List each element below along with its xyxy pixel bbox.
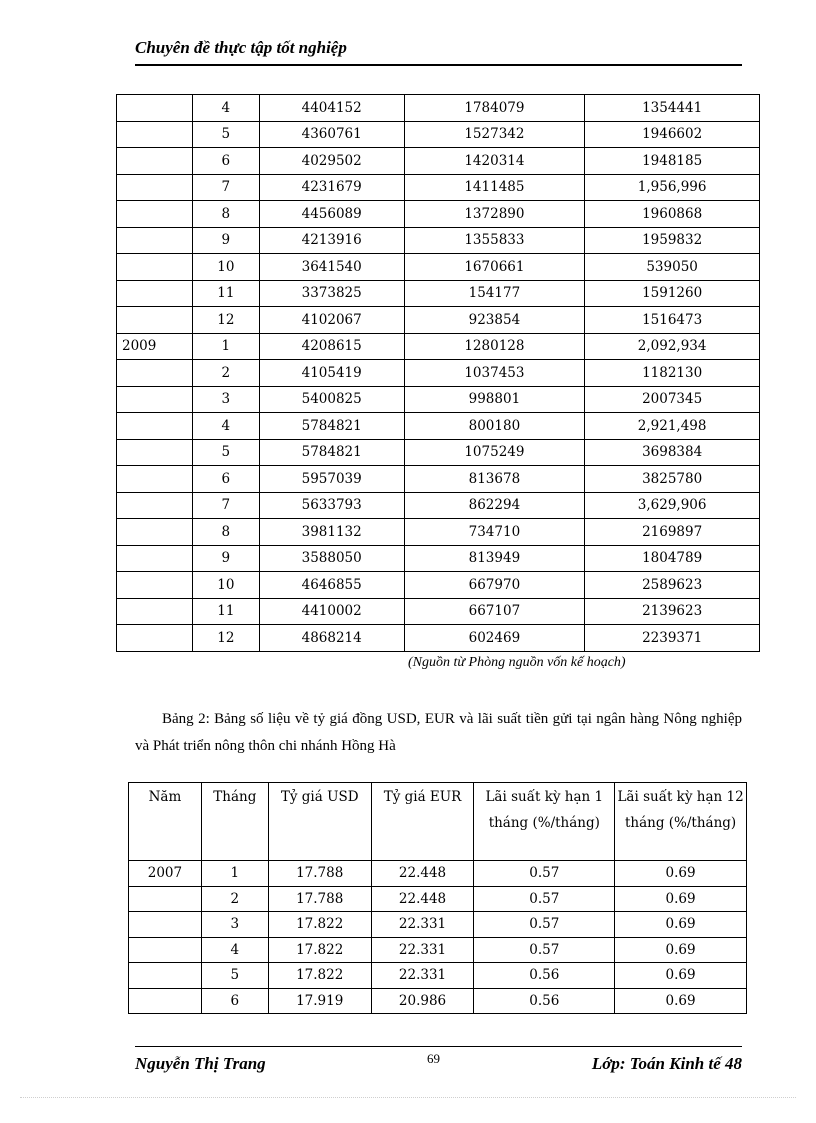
table-cell: 1804789: [585, 545, 760, 572]
table-cell: 1411485: [404, 174, 585, 201]
table-cell: [129, 937, 202, 963]
table-cell: 1037453: [404, 360, 585, 387]
table-cell: 17.822: [268, 937, 371, 963]
table-cell: [117, 227, 193, 254]
table-row: [117, 625, 760, 652]
table-cell: 5784821: [259, 439, 404, 466]
table1-source: (Nguồn từ Phòng nguồn vốn kế hoạch): [408, 655, 626, 670]
col-header: Tháng: [201, 783, 268, 861]
col-header: Tỷ giá USD: [268, 783, 371, 861]
table-cell: [117, 95, 193, 122]
table-cell: 5: [201, 963, 268, 989]
table-cell: 4: [192, 95, 259, 122]
table2-caption: Bảng 2: Bảng số liệu về tỷ giá đồng USD, EUR và lãi suất tiền gửi tại ngân hàng Nông nghiệp và Phát triển nông thôn chi nhánh Hồng Hà: [135, 711, 742, 754]
table-cell: 4: [192, 413, 259, 440]
table-cell: 17.788: [268, 861, 371, 887]
table-cell: 3373825: [259, 280, 404, 307]
table-cell: [129, 912, 202, 938]
page-bottom-divider: [20, 1097, 796, 1098]
table-row: [117, 254, 760, 281]
table-cell: 3: [192, 386, 259, 413]
footer-author: Nguyễn Thị Trang: [135, 1054, 266, 1073]
table-cell: 3,629,906: [585, 492, 760, 519]
footer-class: Lớp: Toán Kinh tế 48: [591, 1054, 742, 1073]
table-row: [129, 963, 747, 989]
table-cell: [117, 174, 193, 201]
table-cell: 6: [192, 148, 259, 175]
table-cell: 0.69: [615, 937, 747, 963]
table-cell: 0.56: [474, 988, 615, 1014]
table-cell: 2139623: [585, 598, 760, 625]
table-cell: 17.822: [268, 912, 371, 938]
table-cell: 4: [201, 937, 268, 963]
header-title: Chuyên đề thực tập tốt nghiệp: [135, 38, 347, 57]
table-cell: 3981132: [259, 519, 404, 546]
table-cell: 2589623: [585, 572, 760, 599]
table-cell: [117, 307, 193, 334]
table-cell: 800180: [404, 413, 585, 440]
table-cell: 10: [192, 254, 259, 281]
table-row: [117, 95, 760, 122]
table-cell: 3825780: [585, 466, 760, 493]
table-cell: 9: [192, 545, 259, 572]
table-cell: 4404152: [259, 95, 404, 122]
table-cell: [129, 963, 202, 989]
table-cell: 1784079: [404, 95, 585, 122]
table-cell: [129, 988, 202, 1014]
table-cell: 1: [192, 333, 259, 360]
table-row: [129, 937, 747, 963]
table-cell: [117, 280, 193, 307]
table-cell: 5957039: [259, 466, 404, 493]
table-cell: 22.331: [371, 963, 474, 989]
table-cell: 12: [192, 625, 259, 652]
table-cell: 0.57: [474, 886, 615, 912]
table-cell: 1960868: [585, 201, 760, 228]
table-row: [117, 174, 760, 201]
table-cell: 0.69: [615, 988, 747, 1014]
table-cell: 6: [201, 988, 268, 1014]
table-cell: 2,921,498: [585, 413, 760, 440]
table-cell: 5400825: [259, 386, 404, 413]
table-cell: 17.919: [268, 988, 371, 1014]
table-cell: 1075249: [404, 439, 585, 466]
table-cell: 3698384: [585, 439, 760, 466]
col-header: Năm: [129, 783, 202, 861]
table-row: [117, 307, 760, 334]
table-row: [117, 492, 760, 519]
table-cell: 8: [192, 201, 259, 228]
table-cell: 734710: [404, 519, 585, 546]
table-cell: 22.331: [371, 937, 474, 963]
table-cell: 1948185: [585, 148, 760, 175]
page-number: 69: [427, 1051, 440, 1066]
table-row: [117, 413, 760, 440]
table-cell: 12: [192, 307, 259, 334]
table-cell: 3641540: [259, 254, 404, 281]
table-cell: 3588050: [259, 545, 404, 572]
table-cell: 539050: [585, 254, 760, 281]
table-cell: 1516473: [585, 307, 760, 334]
table-cell: [117, 519, 193, 546]
table-cell: [117, 254, 193, 281]
table-cell: [117, 598, 193, 625]
page-footer: [135, 1046, 742, 1077]
table-cell: 1: [201, 861, 268, 887]
table-row: [117, 386, 760, 413]
table-cell: 813678: [404, 466, 585, 493]
col-header: Tỷ giá EUR: [371, 783, 474, 861]
table-cell: [117, 492, 193, 519]
table-cell: [117, 625, 193, 652]
table-cell: 1280128: [404, 333, 585, 360]
table-cell: 17.822: [268, 963, 371, 989]
table-cell: 22.448: [371, 861, 474, 887]
table-cell: 602469: [404, 625, 585, 652]
col-header: Lãi suất kỳ hạn 1 tháng (%/tháng): [474, 783, 615, 861]
table2-header-row: [129, 783, 747, 861]
table-cell: 4646855: [259, 572, 404, 599]
table-cell: 2007345: [585, 386, 760, 413]
table-row: [117, 519, 760, 546]
col-header: Lãi suất kỳ hạn 12 tháng (%/tháng): [615, 783, 747, 861]
table-cell: 2007: [129, 861, 202, 887]
table-cell: 2: [192, 360, 259, 387]
table-cell: 20.986: [371, 988, 474, 1014]
table-cell: 9: [192, 227, 259, 254]
table-cell: [117, 572, 193, 599]
table-cell: 1420314: [404, 148, 585, 175]
table-cell: 1372890: [404, 201, 585, 228]
table-cell: [117, 360, 193, 387]
table-cell: 2: [201, 886, 268, 912]
table-cell: [117, 439, 193, 466]
table-row: [117, 333, 760, 360]
table-cell: [117, 545, 193, 572]
table-cell: 1946602: [585, 121, 760, 148]
table-cell: 4105419: [259, 360, 404, 387]
table-row: [117, 360, 760, 387]
table-cell: 1,956,996: [585, 174, 760, 201]
table-cell: 0.69: [615, 912, 747, 938]
table-cell: 667970: [404, 572, 585, 599]
table-cell: [117, 466, 193, 493]
table-row: [117, 545, 760, 572]
table-cell: 1182130: [585, 360, 760, 387]
table-cell: [117, 121, 193, 148]
table-cell: 11: [192, 598, 259, 625]
table-cell: [117, 148, 193, 175]
table-cell: 2239371: [585, 625, 760, 652]
table-cell: 7: [192, 174, 259, 201]
table-cell: 1959832: [585, 227, 760, 254]
table-cell: 923854: [404, 307, 585, 334]
table-cell: 4360761: [259, 121, 404, 148]
table-cell: 22.331: [371, 912, 474, 938]
table-cell: 1591260: [585, 280, 760, 307]
table-row: [117, 280, 760, 307]
table-cell: 813949: [404, 545, 585, 572]
table-cell: [117, 201, 193, 228]
table-cell: 4029502: [259, 148, 404, 175]
table-row: [117, 572, 760, 599]
table-row: [117, 466, 760, 493]
table-cell: 1670661: [404, 254, 585, 281]
table-cell: 0.69: [615, 963, 747, 989]
table-cell: 1527342: [404, 121, 585, 148]
table-cell: 667107: [404, 598, 585, 625]
table-row: [117, 439, 760, 466]
table-cell: 5: [192, 121, 259, 148]
table-cell: 1354441: [585, 95, 760, 122]
table-cell: 0.57: [474, 861, 615, 887]
table-cell: 11: [192, 280, 259, 307]
table-row: [129, 861, 747, 887]
table-cell: 2009: [117, 333, 193, 360]
table-cell: 0.69: [615, 886, 747, 912]
table-row: [129, 988, 747, 1014]
table-cell: 998801: [404, 386, 585, 413]
table-row: [129, 912, 747, 938]
table-cell: 7: [192, 492, 259, 519]
table-cell: [117, 386, 193, 413]
table-cell: 4231679: [259, 174, 404, 201]
table-cell: 4208615: [259, 333, 404, 360]
table-cell: 154177: [404, 280, 585, 307]
table-row: [117, 598, 760, 625]
table-cell: 2,092,934: [585, 333, 760, 360]
table-cell: 10: [192, 572, 259, 599]
table-cell: 0.56: [474, 963, 615, 989]
table-cell: 3: [201, 912, 268, 938]
table-cell: 5633793: [259, 492, 404, 519]
table-cell: 4102067: [259, 307, 404, 334]
table-row: [117, 227, 760, 254]
table-cell: 4456089: [259, 201, 404, 228]
table-cell: 5: [192, 439, 259, 466]
page-header: [135, 38, 742, 66]
table-row: [129, 886, 747, 912]
table-row: [117, 201, 760, 228]
table-cell: 0.57: [474, 912, 615, 938]
table-cell: 8: [192, 519, 259, 546]
table-cell: 6: [192, 466, 259, 493]
table-cell: 4410002: [259, 598, 404, 625]
data-table-2: [128, 782, 747, 1014]
table-cell: 1355833: [404, 227, 585, 254]
table-cell: [129, 886, 202, 912]
table-cell: 4213916: [259, 227, 404, 254]
table-cell: 0.57: [474, 937, 615, 963]
table-cell: 5784821: [259, 413, 404, 440]
table-cell: 22.448: [371, 886, 474, 912]
table-row: [117, 148, 760, 175]
data-table-1: [116, 94, 760, 652]
table-cell: 17.788: [268, 886, 371, 912]
table-row: [117, 121, 760, 148]
table-cell: [117, 413, 193, 440]
table-cell: 4868214: [259, 625, 404, 652]
table-cell: 0.69: [615, 861, 747, 887]
table-cell: 862294: [404, 492, 585, 519]
table-cell: 2169897: [585, 519, 760, 546]
